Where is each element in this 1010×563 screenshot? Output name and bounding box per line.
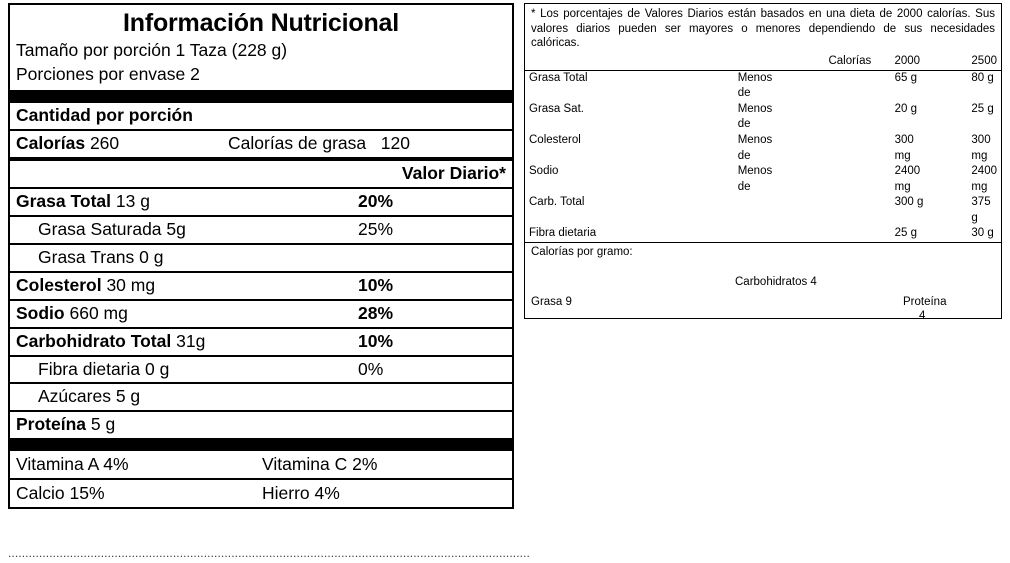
bottom-cropped-text xyxy=(8,549,1002,561)
table-row-cont xyxy=(525,86,1001,102)
nutrient-amount: 30 mg xyxy=(106,274,156,295)
nutrient-amount: 5g xyxy=(166,219,186,240)
daily-value-header-text: Valor Diario* xyxy=(401,163,506,184)
daily-values-rows xyxy=(525,71,1001,242)
nutrient-dv: 20% xyxy=(358,191,394,212)
dv-row-2000-unit: mg xyxy=(894,180,911,193)
cpg-fat: Grasa 9 xyxy=(531,296,572,309)
nutrition-facts-panel xyxy=(8,3,514,509)
dv-row-2500: 300 xyxy=(971,133,991,146)
dv-row-limit: Menos xyxy=(737,133,773,146)
header-calories: Calorías xyxy=(828,55,872,68)
nutrient-name: Azúcares xyxy=(38,386,111,407)
vitamin-c: Vitamina C 2% xyxy=(262,454,378,475)
nutrient-dv: 0% xyxy=(358,358,384,379)
page-title: Información Nutricional xyxy=(123,9,399,37)
dv-row-limit2: de xyxy=(737,180,751,193)
nutrient-name: Grasa Total xyxy=(16,191,111,212)
nutrient-row xyxy=(10,273,512,299)
dv-row-name-cont xyxy=(525,149,734,165)
dv-row-name: Carb. Total xyxy=(529,196,585,209)
dv-row-spacer xyxy=(811,226,891,242)
table-row xyxy=(525,102,1001,118)
nutrient-row xyxy=(10,245,512,271)
nutrient-name: Grasa Saturada xyxy=(38,219,162,240)
dv-row-limit: Menos xyxy=(737,71,773,84)
dv-row-2500: 2400 xyxy=(971,165,997,178)
nutrient-dv: 25% xyxy=(358,219,394,240)
table-row xyxy=(525,226,1001,242)
dv-row-name-cont xyxy=(525,180,734,196)
dv-row-2000: 300 g xyxy=(894,196,924,209)
dv-row-name: Grasa Sat. xyxy=(529,102,584,115)
nutrient-amount: 0 g xyxy=(145,358,170,379)
footnote-text: * Los porcentajes de Valores Diarios están basados en una dieta de 2000 calorías. Sus valores diarios pueden ser mayores o menores dependiendo de sus necesidades calóricas. xyxy=(531,8,995,50)
nutrient-row xyxy=(10,217,512,243)
divider-thick-1 xyxy=(10,90,512,103)
dv-row-name-cont xyxy=(525,86,734,102)
dv-row-limit2: de xyxy=(737,149,751,162)
nutrient-name: Grasa Trans xyxy=(38,247,135,267)
servings-per-container: Porciones por envase 2 xyxy=(16,63,200,84)
dv-row-name: Sodio xyxy=(529,165,559,178)
nutrient-amount: 660 mg xyxy=(69,302,128,323)
header-2500: 2500 xyxy=(971,55,997,68)
dv-row-spacer-2 xyxy=(811,117,891,133)
dv-row-spacer-2 xyxy=(811,180,891,196)
calories-value: 260 xyxy=(89,133,120,154)
nutrient-amount: 5 g xyxy=(115,386,141,407)
table-row xyxy=(525,195,1001,211)
nutrient-amount: 31g xyxy=(176,330,206,351)
dv-row-2000-unit: mg xyxy=(894,149,911,162)
vitamin-row xyxy=(10,451,512,478)
nutrient-name: Colesterol xyxy=(16,274,102,295)
dv-row-2500-unit: g xyxy=(971,211,978,224)
dv-row-spacer xyxy=(811,71,891,87)
dv-row-spacer-2 xyxy=(811,149,891,165)
dv-row-2500: 375 xyxy=(971,196,991,209)
daily-value-header xyxy=(10,161,512,187)
dv-row-2000: 65 g xyxy=(894,71,918,84)
header-blank-2 xyxy=(733,53,809,70)
nutrient-dv: 28% xyxy=(358,302,394,323)
table-row-cont xyxy=(525,180,1001,196)
dv-row-2500-unit xyxy=(967,117,1001,133)
calories-row xyxy=(10,131,512,157)
dv-row-2000-unit xyxy=(891,86,968,102)
serving-info xyxy=(10,39,512,86)
dv-row-limit2: de xyxy=(737,87,751,100)
calories-label: Calorías xyxy=(16,133,86,154)
dv-row-spacer-2 xyxy=(811,86,891,102)
iron: Hierro 4% xyxy=(262,483,340,504)
dv-row-name: Fibra dietaria xyxy=(529,227,597,240)
dv-row-2500-unit: mg xyxy=(971,149,988,162)
dv-row-limit2: de xyxy=(737,118,751,131)
header-blank xyxy=(525,53,733,70)
nutrient-row xyxy=(10,301,512,327)
dv-row-limit xyxy=(734,195,811,211)
table-row xyxy=(525,164,1001,180)
nutrient-name: Fibra dietaria xyxy=(38,358,141,379)
bottom-cropped-text-line: ........................................................................................................................................................ xyxy=(8,549,530,560)
table-row-cont xyxy=(525,117,1001,133)
table-header-row xyxy=(525,53,1001,70)
dv-row-limit: Menos xyxy=(737,102,773,115)
dv-row-name-cont xyxy=(525,211,734,227)
dv-row-limit2-blank xyxy=(734,211,811,227)
table-row xyxy=(525,133,1001,149)
cpg-carbohydrates: Carbohidratos 4 xyxy=(735,276,817,289)
calories-per-gram-title: Calorías por gramo: xyxy=(531,245,633,258)
dv-row-2500: 25 g xyxy=(971,102,994,115)
nutrient-amount: 13 g xyxy=(115,191,150,212)
table-row-cont xyxy=(525,149,1001,165)
header-2000: 2000 xyxy=(894,55,921,68)
dv-row-2000-unit xyxy=(891,117,968,133)
dv-row-limit: Menos xyxy=(737,165,773,178)
nutrient-row xyxy=(10,329,512,355)
dv-row-2000-unit-blank xyxy=(891,211,968,227)
table-row xyxy=(525,71,1001,87)
calcium: Calcio 15% xyxy=(16,483,105,504)
divider-thick-2 xyxy=(10,438,512,451)
nutrient-row xyxy=(10,412,512,438)
dv-row-2000: 300 xyxy=(894,133,914,146)
calories-from-fat-value: 120 xyxy=(380,133,410,154)
dv-row-2000: 20 g xyxy=(894,102,918,115)
calories-per-gram-values xyxy=(525,260,1001,323)
cpg-protein-value: 4 xyxy=(919,310,926,323)
dv-row-limit xyxy=(734,226,811,242)
table-row-cont xyxy=(525,211,1001,227)
dv-row-spacer xyxy=(811,133,891,149)
nutrient-amount: 5 g xyxy=(90,414,116,435)
nutrient-dv: 10% xyxy=(358,330,394,351)
calories-from-fat-label: Calorías de grasa xyxy=(228,133,367,154)
nutrient-row xyxy=(10,384,512,410)
dv-row-spacer xyxy=(811,102,891,118)
dv-row-spacer xyxy=(811,195,891,211)
dv-row-2500-unit: mg xyxy=(971,180,988,193)
daily-values-table xyxy=(525,53,1001,70)
vitamin-row xyxy=(10,480,512,507)
amount-per-serving-label: Cantidad por porción xyxy=(16,105,193,126)
dv-row-spacer-2 xyxy=(811,211,891,227)
nutrient-name: Sodio xyxy=(16,302,65,323)
cpg-protein: Proteína xyxy=(903,296,947,309)
dv-row-spacer xyxy=(811,164,891,180)
dv-row-name: Colesterol xyxy=(529,133,581,146)
dv-row-2500-unit xyxy=(967,86,1001,102)
nutrient-row xyxy=(10,189,512,215)
nutrient-amount: 0 g xyxy=(139,247,164,267)
nutrient-dv: 10% xyxy=(358,274,394,295)
nutrient-name: Proteína xyxy=(16,414,87,435)
dv-row-2000: 25 g xyxy=(894,227,918,240)
vitamin-a: Vitamina A 4% xyxy=(16,454,129,475)
serving-size: Tamaño por porción 1 Taza (228 g) xyxy=(16,40,288,60)
daily-values-footnote-panel xyxy=(524,3,1002,323)
dv-row-2500: 30 g xyxy=(971,227,994,240)
nutrient-row xyxy=(10,357,512,383)
dv-row-2000: 2400 xyxy=(894,165,921,178)
dv-row-name-cont xyxy=(525,117,734,133)
dv-row-name: Grasa Total xyxy=(529,71,588,84)
dv-row-2500: 80 g xyxy=(971,71,994,84)
nutrient-name: Carbohidrato Total xyxy=(16,330,172,351)
